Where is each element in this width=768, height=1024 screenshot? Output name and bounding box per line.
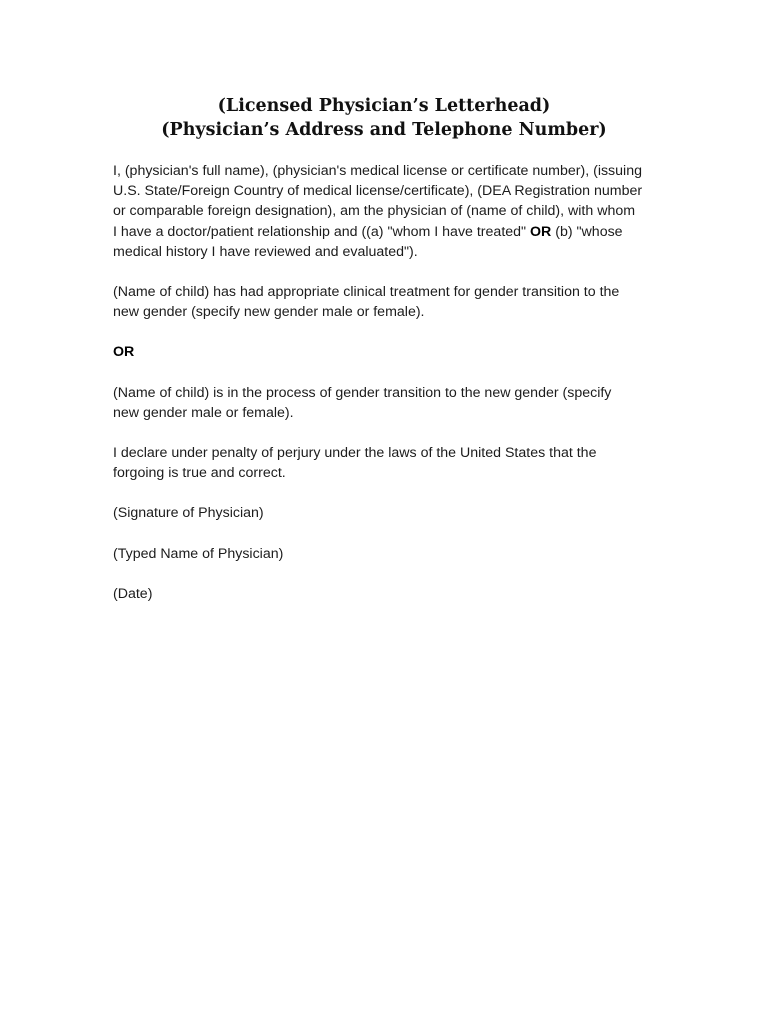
signature-line: (Signature of Physician) [113, 505, 264, 522]
physician-statement-paragraph [113, 161, 658, 262]
date-line: (Date) [113, 585, 153, 602]
paragraph-line [113, 222, 658, 242]
paragraph-line: new gender (specify new gender male or female). [113, 304, 425, 321]
paragraph-line: I, (physician's full name), (physician's medical license or certificate number), (issuing [113, 163, 642, 179]
letterhead-header [0, 94, 768, 142]
or-emphasis: OR [530, 223, 552, 240]
transition-process-paragraph [113, 383, 658, 423]
or-separator: OR [113, 344, 135, 361]
paragraph-line: or comparable foreign designation), am the physician of (name of child), with whom [113, 203, 636, 220]
paragraph-line: new gender male or female). [113, 404, 294, 421]
letter-body [113, 161, 658, 624]
letterhead-title: (Licensed Physician’s Letterhead) [217, 96, 551, 116]
paragraph-line: (Name of child) has had appropriate clinical treatment for gender transition to the [113, 284, 620, 301]
letterhead-address: (Physician’s Address and Telephone Number) [161, 120, 607, 140]
paragraph-line: U.S. State/Foreign Country of medical license/certificate), (DEA Registration number [113, 183, 643, 200]
typed-name-line: (Typed Name of Physician) [113, 545, 284, 562]
paragraph-line: (Name of child) is in the process of gender transition to the new gender (specify [113, 384, 612, 401]
clinical-treatment-paragraph [113, 282, 658, 322]
paragraph-line: forgoing is true and correct. [113, 465, 286, 482]
paragraph-line: medical history I have reviewed and evaluated"). [113, 243, 418, 260]
perjury-declaration-paragraph [113, 443, 658, 483]
paragraph-line: I declare under penalty of perjury under the laws of the United States that the [113, 445, 597, 462]
text-segment: (b) "whose [551, 223, 623, 240]
text-segment: I have a doctor/patient relationship and ((a) "whom I have treated" [113, 223, 531, 240]
